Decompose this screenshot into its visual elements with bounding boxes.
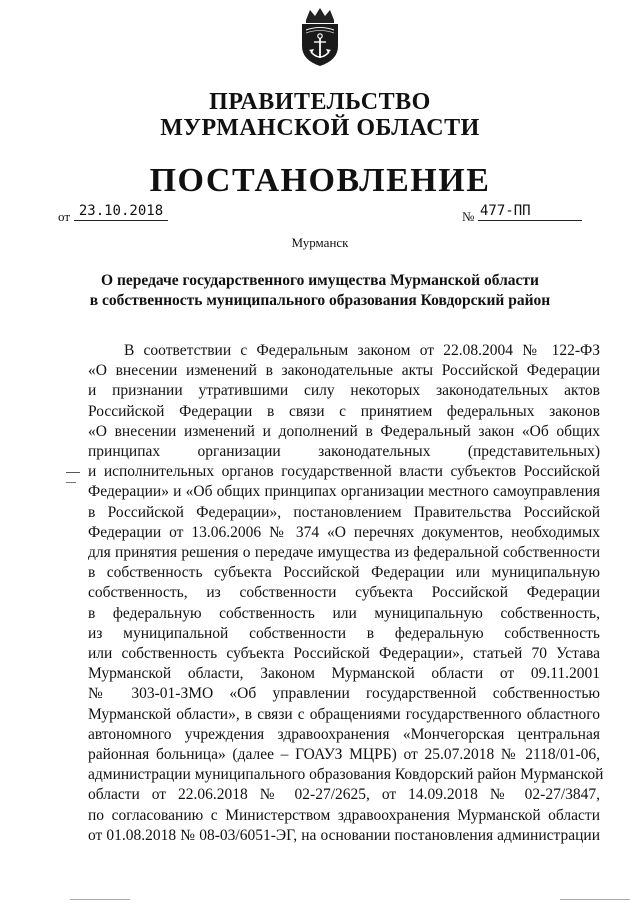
- body-line: Федерации» и «Об общих принципах организации местного самоуправления: [88, 483, 600, 501]
- document-type: ПОСТАНОВЛЕНИЕ: [149, 162, 491, 199]
- document-body: [88, 341, 604, 846]
- body-line: для принятия решения о передаче имущества из федеральной собственности: [88, 544, 600, 562]
- body-line: от 01.08.2018 № 08-03/6051-ЭГ, на основании постановления администрации: [88, 826, 600, 844]
- body-line: Федерации от 13.06.2006 № 374 «О перечнях документов, необходимых: [88, 523, 600, 541]
- org-name-line1: ПРАВИТЕЛЬСТВО: [209, 89, 431, 115]
- body-line: администрации муниципального образования Ковдорский район Мурманской: [88, 766, 604, 784]
- body-line: «О внесении изменений и дополнений в Федеральный закон «Об общих: [88, 422, 600, 440]
- document-number: 477-ПП: [478, 203, 582, 221]
- body-line: автономного учреждения здравоохранения «Мончегорская центральная: [88, 725, 600, 743]
- body-line: или собственность субъекта Российской Федерации», статьей 70 Устава: [88, 645, 600, 663]
- number-prefix: №: [462, 209, 475, 224]
- date-prefix: от: [58, 209, 71, 224]
- body-line: по согласованию с Министерством здравоохранения Мурманской области: [88, 806, 600, 824]
- body-line: Мурманской области», в связи с обращениями государственного областного: [88, 705, 600, 723]
- document-title-line2: в собственность муниципального образования Ковдорский район: [89, 292, 551, 309]
- body-line: в федеральную собственность или муниципальную собственность,: [88, 604, 600, 622]
- body-line: В соответствии с Федеральным законом от 22.08.2004 № 122-ФЗ: [124, 342, 600, 359]
- city-name: Мурманск: [291, 235, 349, 250]
- document-date: 23.10.2018: [74, 203, 168, 221]
- body-line: № 303-01-ЗМО «Об управлении государственной собственностью: [88, 685, 600, 703]
- document-title: [0, 271, 640, 311]
- body-line: «О внесении изменений в законодательные акты Российской Федерации: [88, 362, 600, 380]
- margin-mark: [66, 482, 76, 483]
- murmansk-coat-of-arms-icon: [294, 6, 346, 68]
- margin-mark: [66, 472, 80, 473]
- body-line: принципах организации законодательных (представительных): [88, 443, 600, 461]
- org-name-line2: МУРМАНСКОЙ ОБЛАСТИ: [160, 115, 480, 141]
- scan-edge-line: [70, 899, 130, 900]
- body-line: и исполнительных органов государственной власти субъектов Российской: [88, 463, 600, 481]
- body-line: Мурманской области, Законом Мурманской области от 09.11.2001: [88, 665, 600, 683]
- scan-edge-line: [560, 899, 630, 900]
- coat-of-arms-emblem: [294, 6, 346, 68]
- body-line: в Российской Федерации», постановлением Правительства Российской: [88, 503, 600, 521]
- body-line: собственность, из собственности субъекта Российской Федерации: [88, 584, 600, 602]
- body-line: районная больница» (далее – ГОАУЗ МЦРБ) от 25.07.2018 № 2118/01-06,: [88, 746, 600, 764]
- body-line: из муниципальной собственности в федеральную собственность: [88, 624, 600, 642]
- body-line: Российской Федерации в связи с принятием федеральных законов: [88, 402, 600, 420]
- body-line: области от 22.06.2018 № 02-27/2625, от 14.09.2018 № 02-27/3847,: [88, 786, 600, 804]
- body-line: и признании утратившими силу некоторых законодательных актов: [88, 382, 600, 400]
- document-title-line1: О передаче государственного имущества Мурманской области: [101, 272, 539, 289]
- body-line: в собственность субъекта Российской Федерации или муниципальную: [88, 564, 600, 582]
